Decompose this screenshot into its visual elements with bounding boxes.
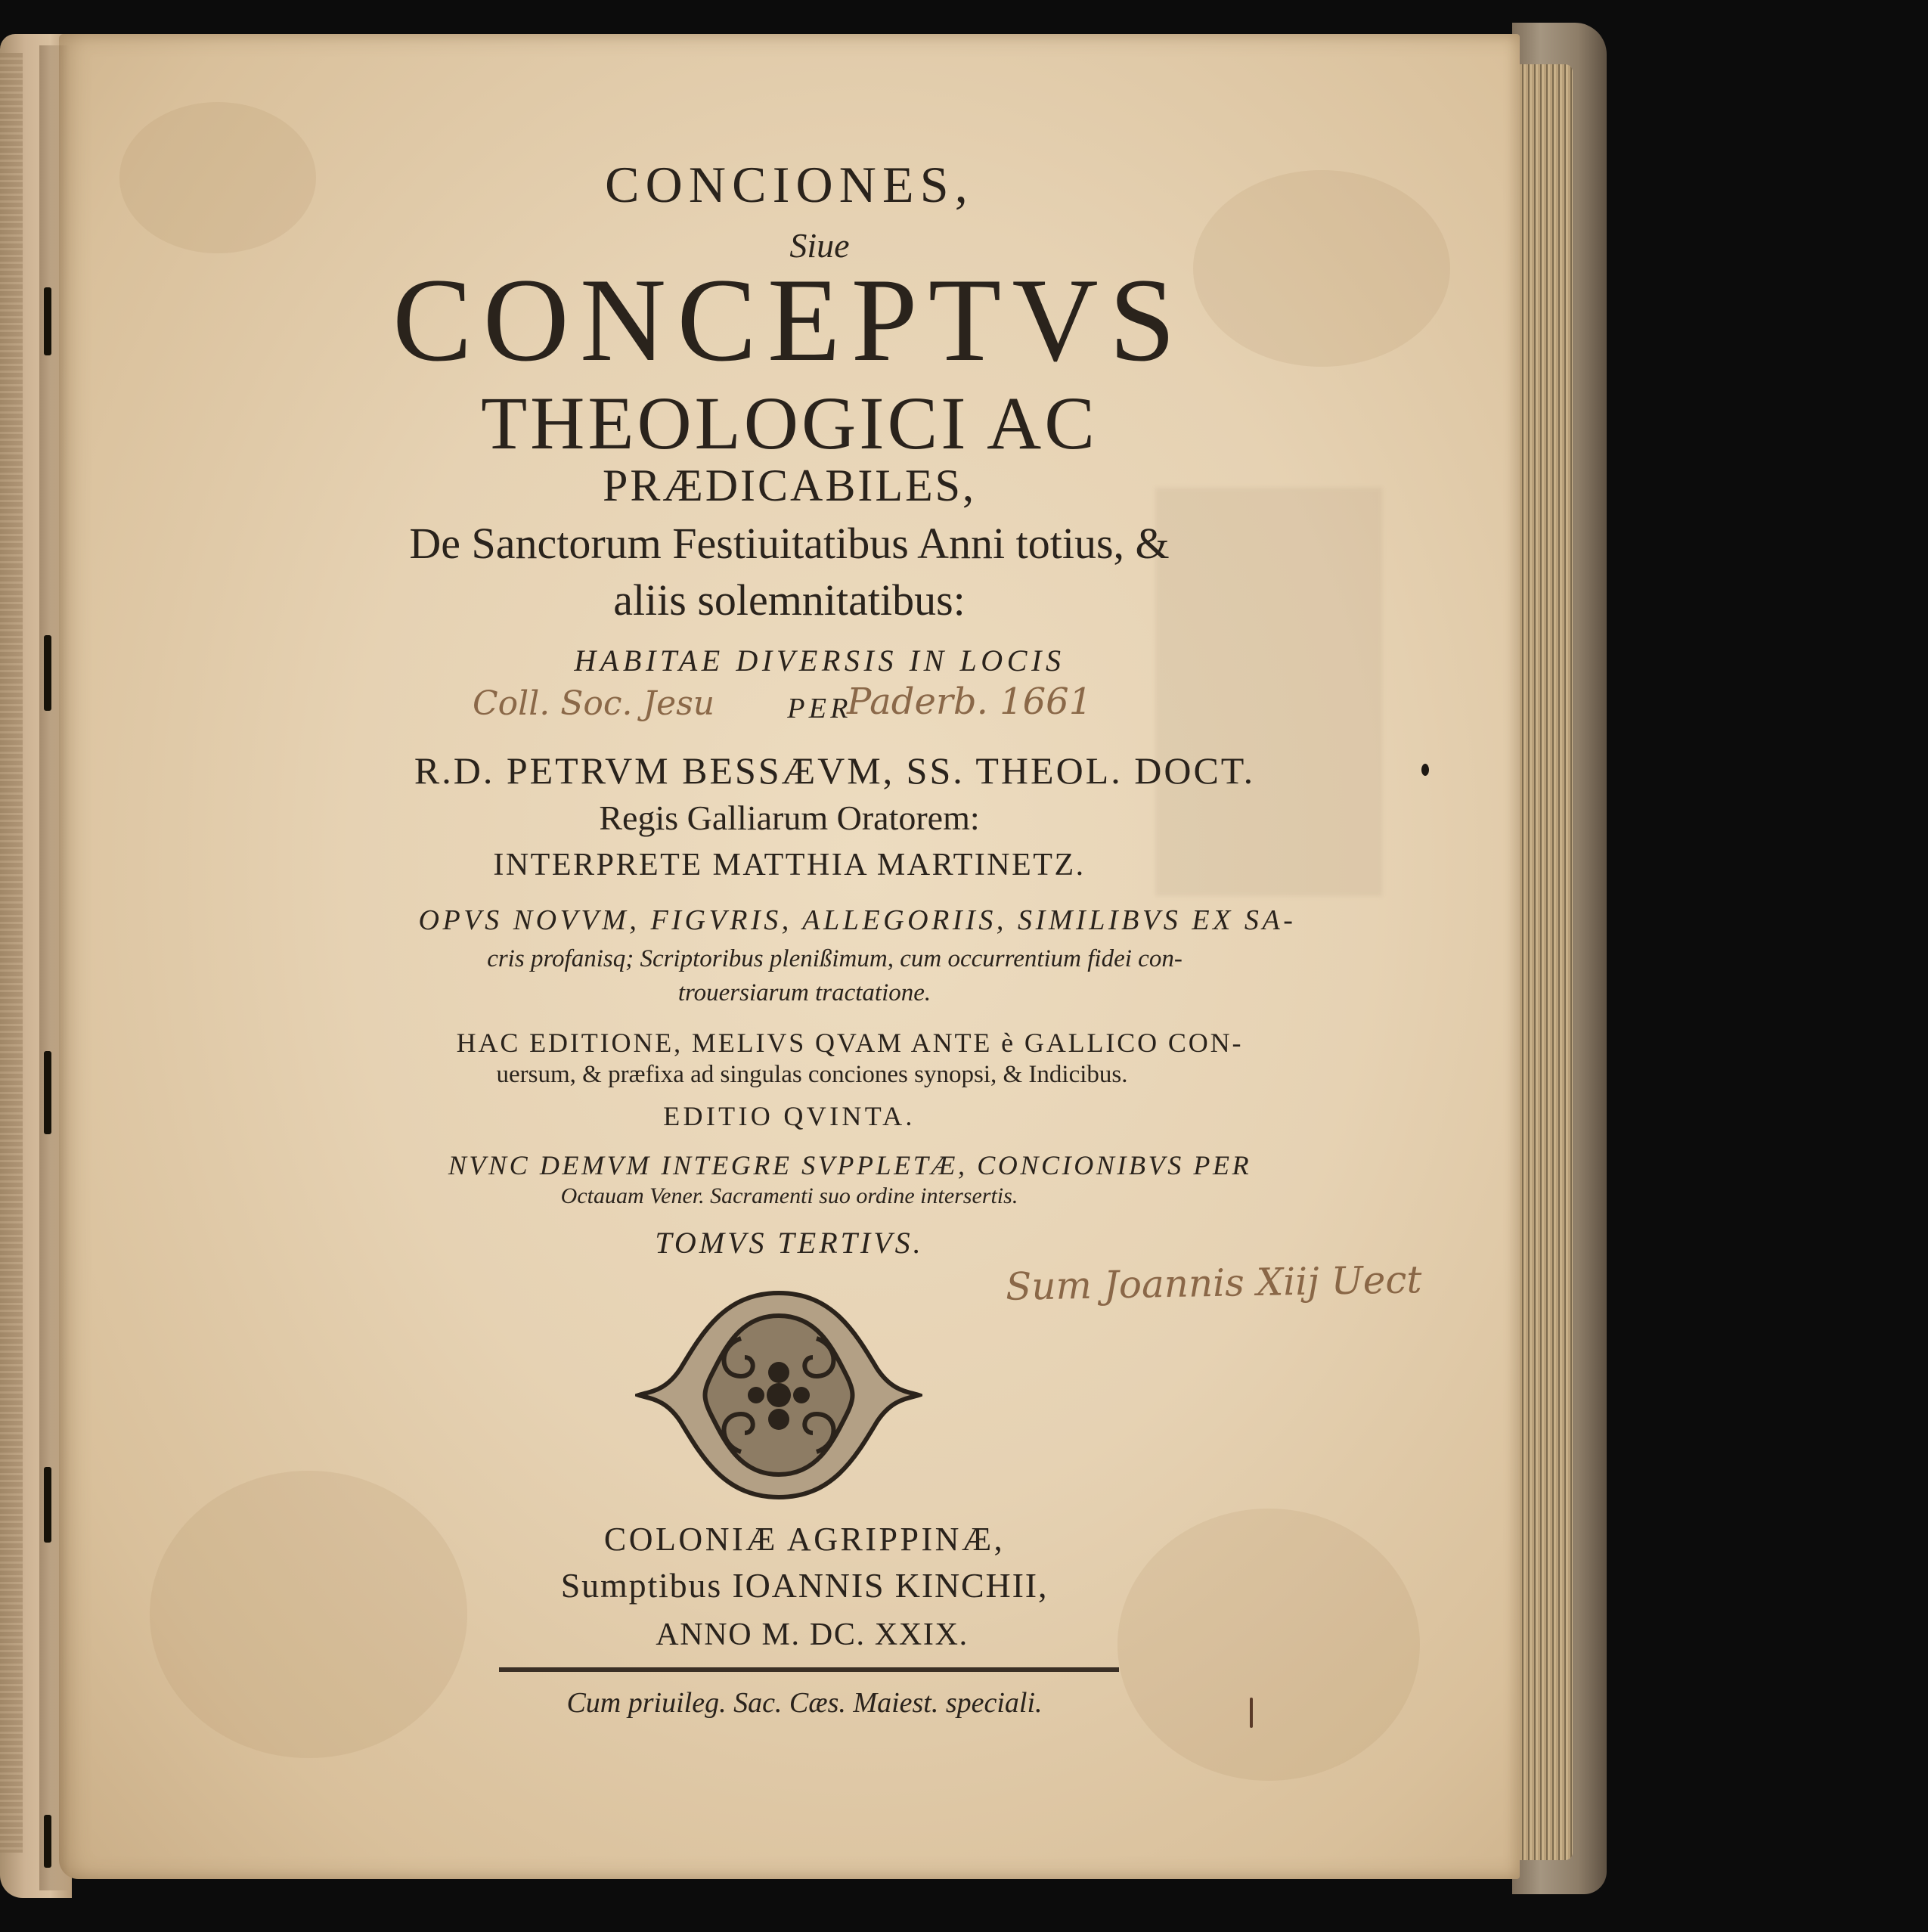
text-opus-1: OPVS NOVVM, FIGVRIS, ALLEGORIIS, SIMILIBVS EX SA-	[418, 904, 1297, 936]
title-aliis: aliis solemnitatibus:	[613, 575, 966, 625]
handwritten-provenance-right: Paderb. 1661	[847, 681, 1093, 723]
imprint-place: COLONIÆ AGRIPPINÆ,	[603, 1521, 1006, 1558]
text-habitae: HABITAE DIVERSIS IN LOCIS	[574, 643, 1065, 678]
title-siue: Siue	[789, 226, 850, 265]
left-page-edge	[0, 53, 23, 1853]
title-conceptus: CONCEPTVS	[392, 254, 1186, 386]
handwritten-provenance-left: Coll. Soc. Jesu	[473, 684, 715, 723]
imprint-year: ANNO M. DC. XXIX.	[656, 1617, 969, 1652]
text-opus-3: trouersiarum tractatione.	[677, 979, 931, 1006]
title-conciones: CONCIONES,	[605, 156, 974, 213]
scroll-ornament-icon	[635, 1285, 922, 1505]
text-per: PER	[787, 693, 852, 724]
text-tomus: TOMVS TERTIVS.	[655, 1226, 924, 1260]
text-editione-1: HAC EDITIONE, MELIVS QVAM ANTE è GALLICO CON-	[456, 1028, 1244, 1058]
imprint-publisher: Sumptibus IOANNIS KINCHII,	[560, 1566, 1049, 1605]
handwritten-ownership-note: Sum Joannis Xiij Uect	[1005, 1258, 1422, 1309]
imprint-rule	[499, 1667, 1119, 1672]
text-nunc-2: Octauam Vener. Sacramenti suo ordine intersertis.	[560, 1183, 1018, 1208]
text-interprete: INTERPRETE MATTHIA MARTINETZ.	[493, 848, 1086, 882]
text-author: R.D. PETRVM BESSÆVM, SS. THEOL. DOCT.	[414, 749, 1256, 792]
text-author-role: Regis Galliarum Oratorem:	[599, 799, 980, 837]
text-editio-quinta: EDITIO QVINTA.	[663, 1101, 916, 1131]
imprint-privilege: Cum priuileg. Sac. Cæs. Maiest. speciali.	[566, 1687, 1043, 1719]
text-editione-2: uersum, & præfixa ad singulas conciones synopsi, & Indicibus.	[496, 1061, 1128, 1088]
title-theologici: THEOLOGICI AC	[481, 381, 1098, 465]
text-nunc-1: NVNC DEMVM INTEGRE SVPPLETÆ, CONCIONIBVS PER	[448, 1150, 1252, 1180]
text-opus-2: cris profanisq; Scriptoribus plenißimum, cum occurrentium fidei con-	[487, 945, 1183, 972]
title-de-sanctorum: De Sanctorum Festiuitatibus Anni totius, &	[409, 519, 1170, 568]
title-praedicabiles: PRÆDICABILES,	[602, 461, 977, 510]
